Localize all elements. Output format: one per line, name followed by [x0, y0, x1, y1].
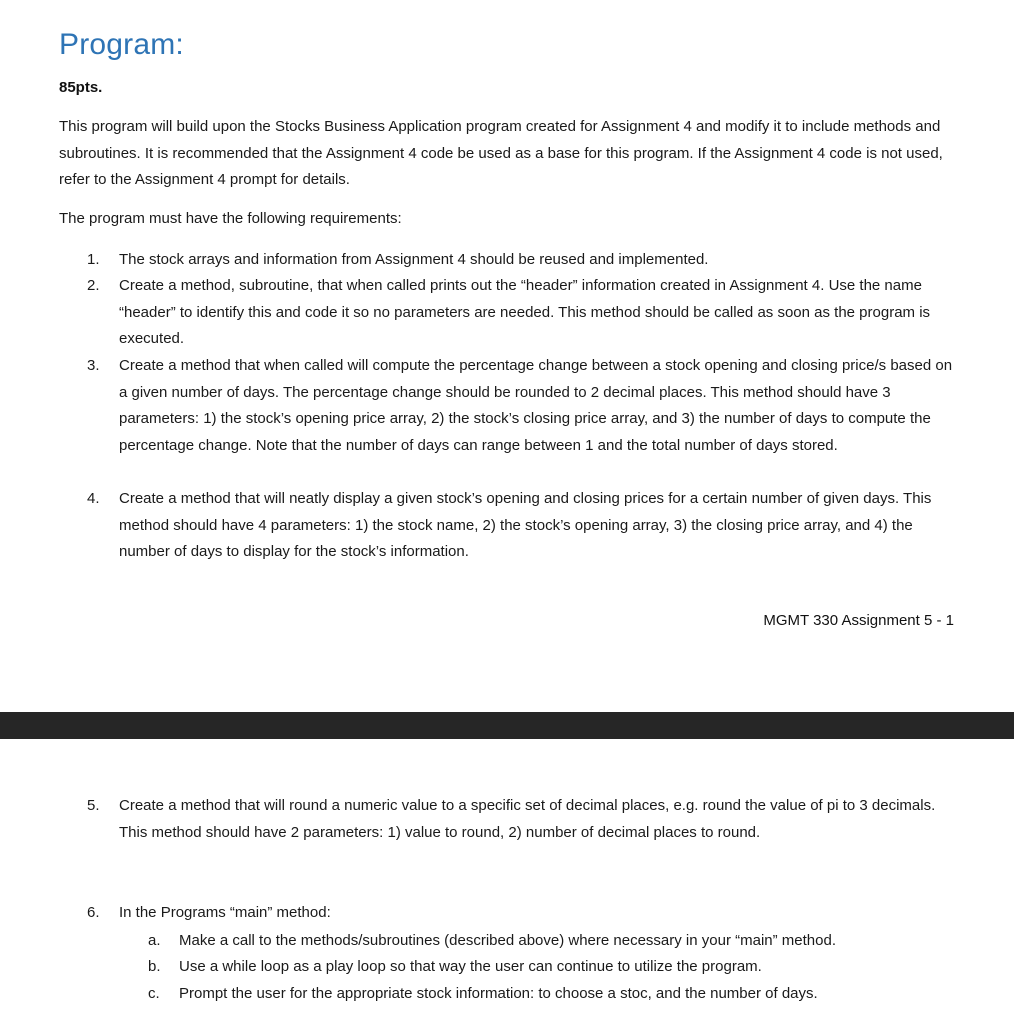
sub-requirement-text: Make a call to the methods/subroutines (described above) where necessary in your “main” method. — [179, 932, 836, 949]
page-title: Program: — [59, 28, 184, 61]
requirement-text: Create a method that will round a numeric value to a specific set of decimal places, e.g. round the value of pi to 3 decimals. This method should have 2 parameters: 1) value to round, 2) number of decimal places to round. — [119, 797, 936, 841]
requirement-item — [87, 900, 967, 927]
sub-requirement-item — [148, 981, 968, 1008]
requirement-number: 6. — [87, 904, 100, 921]
intro-paragraph: This program will build upon the Stocks Business Application program created for Assignment 4 and modify it to include methods and subroutines. It is recommended that the Assignment 4 code be used as a base for this program. If the Assignment 4 code is not used, refer to the Assignment 4 prompt for details. — [59, 118, 943, 188]
requirement-text: Create a method that will neatly display a given stock’s opening and closing prices for a certain number of given days. This method should have 4 parameters: 1) the stock name, 2) the stock’s opening array, 3) the closing price array, and 4) the number of days to display for the stock’s information. — [119, 490, 932, 560]
points-label: 85pts. — [59, 79, 103, 96]
requirement-item — [87, 353, 967, 459]
requirement-text: Create a method that when called will compute the percentage change between a stock opening and closing price/s based on a given number of days. The percentage change should be rounded to 2 decimal places. This method should have 3 parameters: 1) the stock’s opening price array, 2) the stock’s closing price array, and 3) the number of days to compute the percentage change. Note that the number of days can range between 1 and the total number of days stored. — [119, 357, 953, 454]
page-footer: MGMT 330 Assignment 5 - 1 — [763, 612, 954, 629]
page-break-divider — [0, 712, 1014, 739]
requirement-item — [87, 793, 967, 846]
sub-requirement-letter: b. — [148, 958, 161, 975]
sub-requirement-text: Prompt the user for the appropriate stock information: to choose a stoc, and the number of days. — [179, 985, 818, 1002]
sub-requirement-letter: a. — [148, 932, 161, 949]
sub-requirement-item — [148, 928, 968, 955]
requirement-text: Create a method, subroutine, that when called prints out the “header” information created in Assignment 4. Use the name “header” to identify this and code it so no parameters are needed. This method should be called as soon as the program is executed. — [119, 277, 931, 347]
requirement-number: 1. — [87, 251, 100, 268]
requirement-number: 3. — [87, 357, 100, 374]
sub-requirement-letter: c. — [148, 985, 160, 1002]
sub-requirement-item — [148, 954, 968, 981]
requirement-item — [87, 273, 967, 353]
requirements-intro: The program must have the following requirements: — [59, 210, 402, 227]
requirement-number: 5. — [87, 797, 100, 814]
requirement-number: 4. — [87, 490, 100, 507]
requirement-item — [87, 486, 967, 566]
requirement-item — [87, 247, 967, 274]
page-2 — [0, 739, 1014, 1024]
sub-requirement-text: Use a while loop as a play loop so that way the user can continue to utilize the program. — [179, 958, 762, 975]
requirement-text: The stock arrays and information from Assignment 4 should be reused and implemented. — [119, 251, 709, 268]
requirement-text: In the Programs “main” method: — [119, 904, 331, 921]
requirement-number: 2. — [87, 277, 100, 294]
